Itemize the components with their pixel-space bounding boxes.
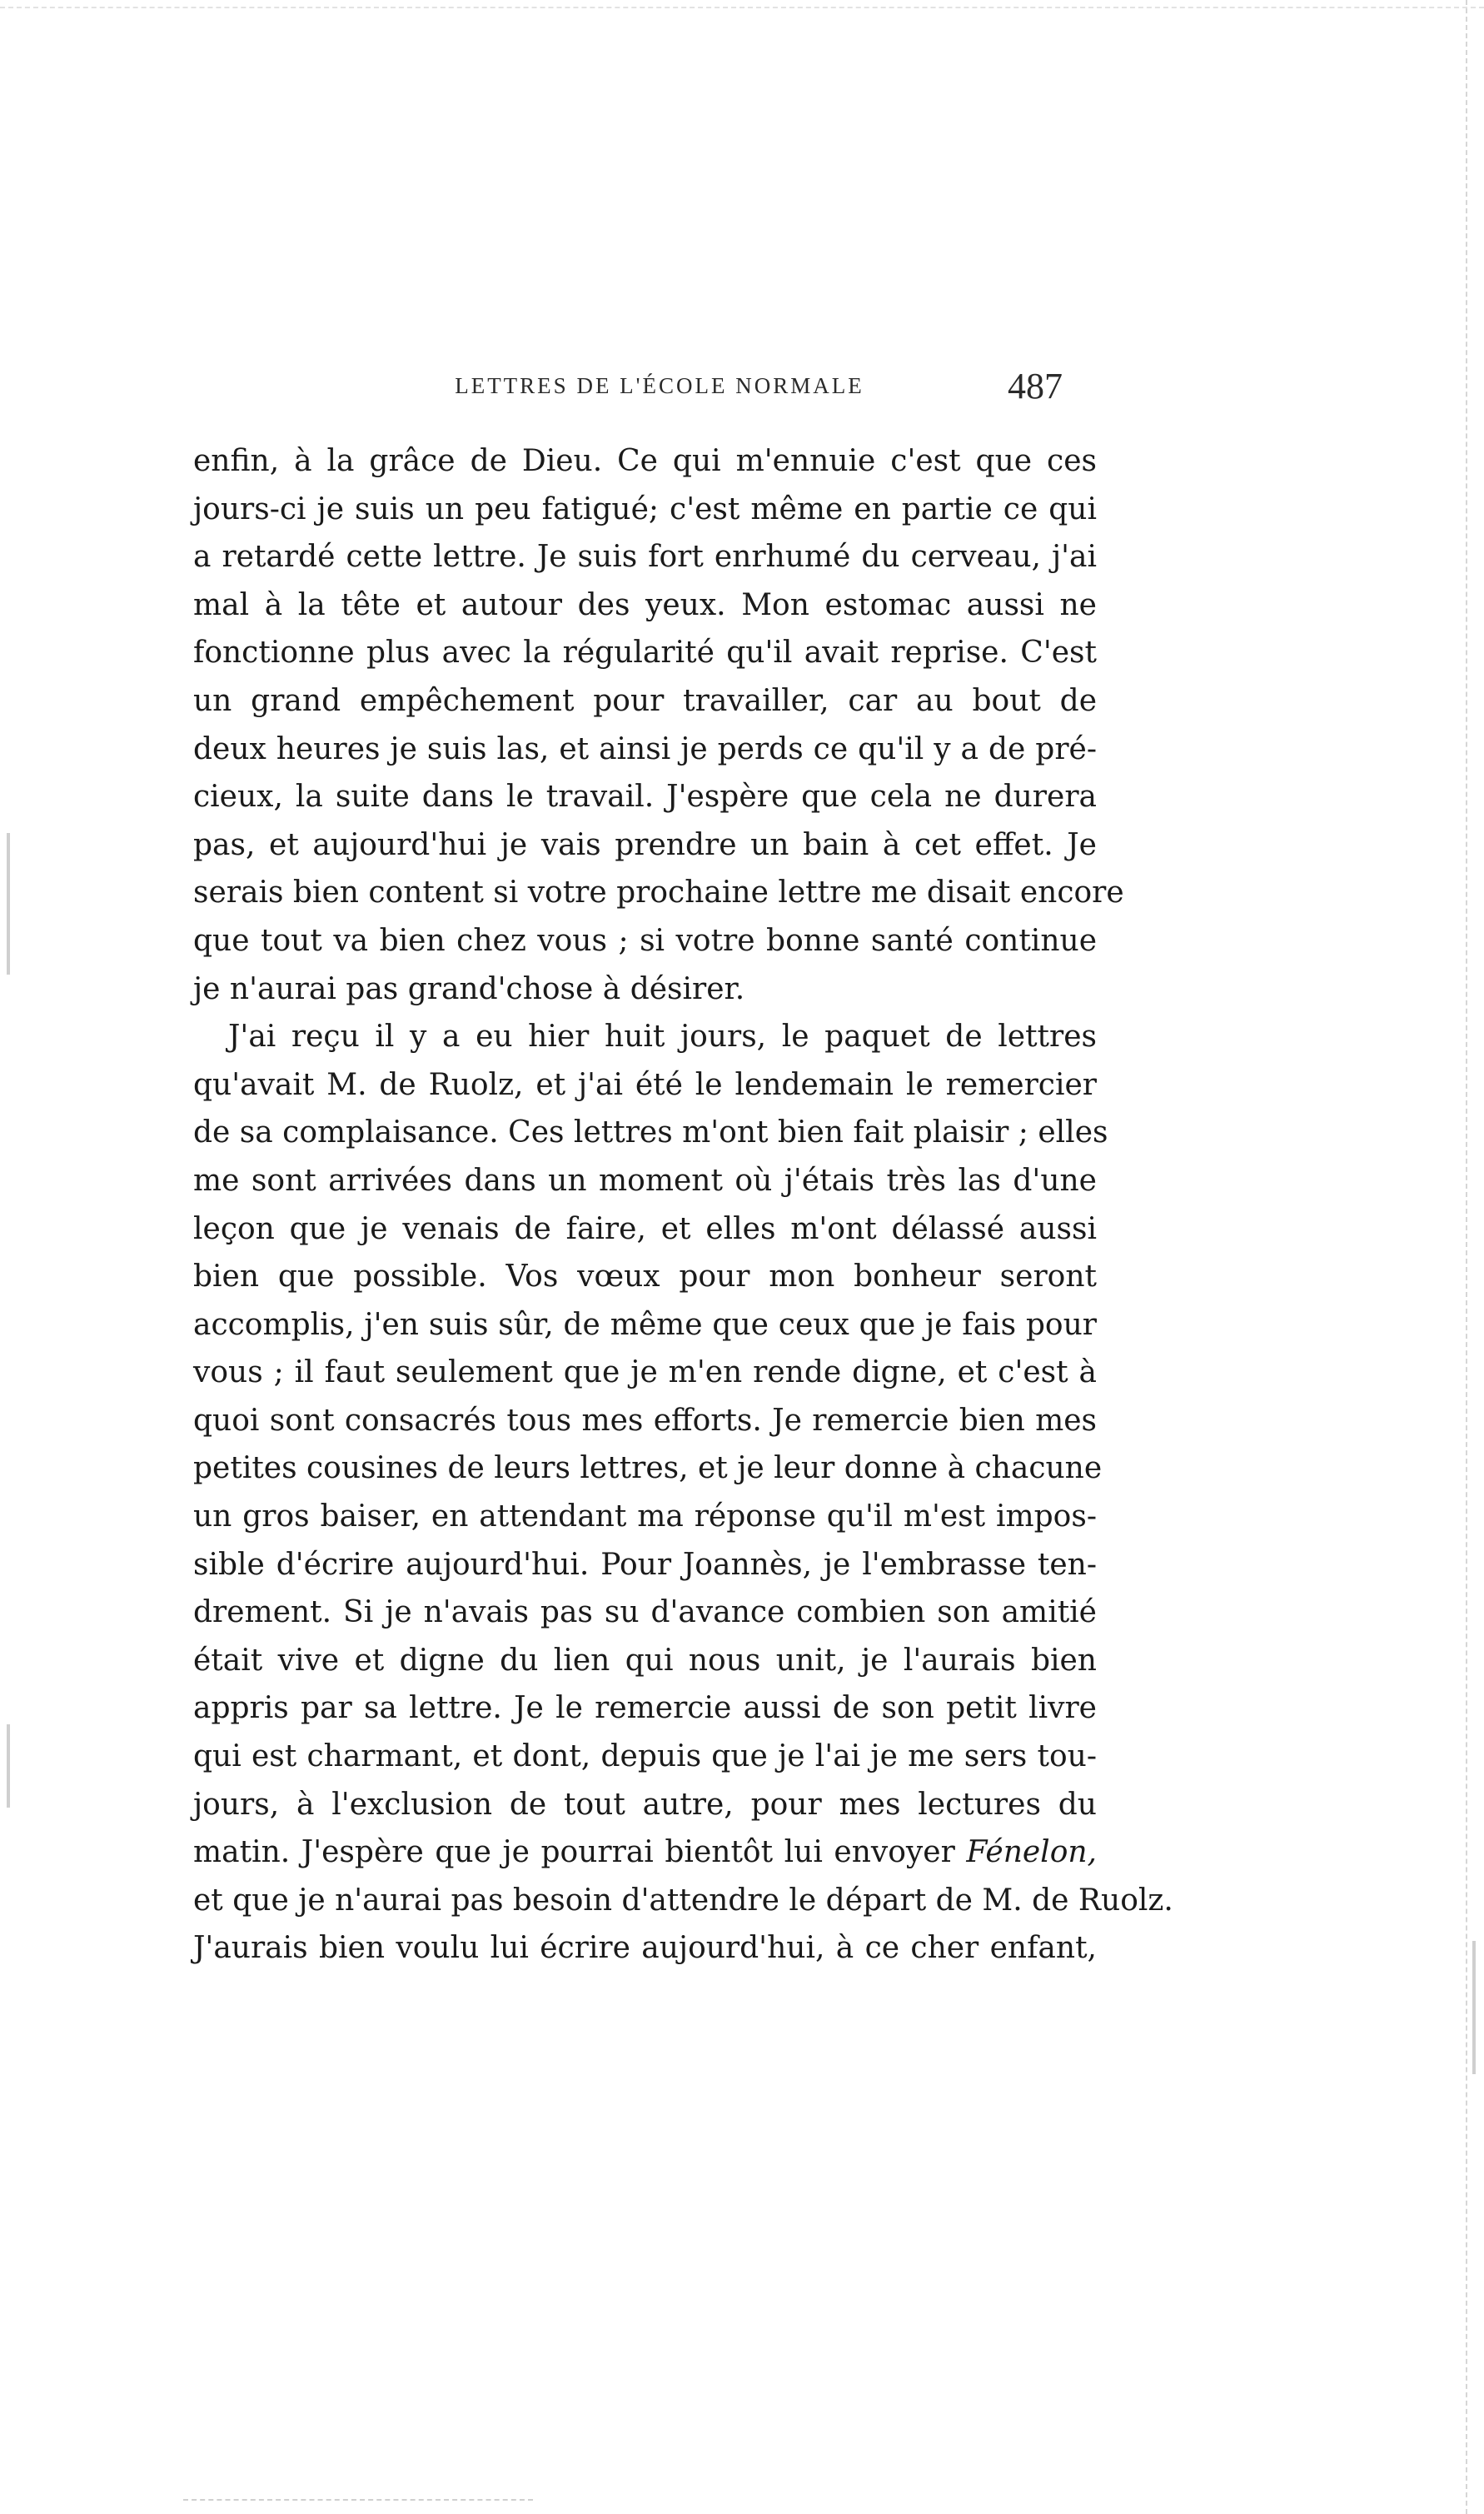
text-line: pas, et aujourd'hui je vais prendre un bain à cet effet. Je bbox=[193, 827, 1097, 862]
text-segment: matin. J'espère que je pourrai bientôt lui envoyer bbox=[193, 1835, 955, 1870]
text-line: vous ; il faut seulement que je m'en rende digne, et c'est à bbox=[193, 1355, 1097, 1390]
book-title-fenelon: Fénelon, bbox=[966, 1835, 1097, 1870]
text-line-with-title bbox=[193, 1828, 1097, 1877]
text-line: serais bien content si votre prochaine lettre me disait encore bbox=[193, 875, 1124, 910]
text-line: accomplis, j'en suis sûr, de même que ceux que je fais pour bbox=[193, 1307, 1097, 1342]
scan-right-edge bbox=[1466, 0, 1467, 2514]
text-line: leçon que je venais de faire, et elles m'ont délassé aussi bbox=[193, 1211, 1097, 1246]
scan-left-margin-mark bbox=[7, 833, 10, 975]
text-line: mal à la tête et autour des yeux. Mon estomac aussi ne bbox=[193, 587, 1097, 622]
scan-bottom-edge bbox=[183, 2499, 533, 2501]
paragraph-end-line: je n'aurai pas grand'chose à désirer. bbox=[193, 971, 745, 1006]
text-line: J'aurais bien voulu lui écrire aujourd'hui, à ce cher enfant, bbox=[193, 1931, 1097, 1966]
running-title: LETTRES DE L'ÉCOLE NORMALE bbox=[455, 373, 864, 398]
text-line: appris par sa lettre. Je le remercie aussi de son petit livre bbox=[193, 1691, 1097, 1726]
text-line: deux heures je suis las, et ainsi je perds ce qu'il y a de pré- bbox=[193, 731, 1097, 766]
text-line: sible d'écrire aujourd'hui. Pour Joannès, je l'embrasse ten- bbox=[193, 1547, 1097, 1582]
text-line: qui est charmant, et dont, depuis que je l'ai je me sers tou- bbox=[193, 1739, 1097, 1774]
body-text bbox=[193, 437, 1173, 1973]
text-line: un gros baiser, en attendant ma réponse qu'il m'est impos- bbox=[193, 1499, 1097, 1534]
text-line: cieux, la suite dans le travail. J'espère que cela ne durera bbox=[193, 780, 1097, 815]
text-line: bien que possible. Vos vœux pour mon bonheur seront bbox=[193, 1259, 1097, 1294]
text-line: un grand empêchement pour travailler, car au bout de bbox=[193, 683, 1097, 718]
text-line: de sa complaisance. Ces lettres m'ont bien fait plaisir ; elles bbox=[193, 1115, 1108, 1150]
text-line: enfin, à la grâce de Dieu. Ce qui m'ennuie c'est que ces bbox=[193, 444, 1097, 478]
text-line: que tout va bien chez vous ; si votre bonne santé continue bbox=[193, 923, 1097, 958]
text-line: petites cousines de leurs lettres, et je leur donne à chacune bbox=[193, 1451, 1103, 1486]
text-line: drement. Si je n'avais pas su d'avance combien son amitié bbox=[193, 1595, 1097, 1630]
text-line: fonctionne plus avec la régularité qu'il avait reprise. C'est bbox=[193, 636, 1097, 671]
text-line: et que je n'aurai pas besoin d'attendre le départ de M. de Ruolz. bbox=[193, 1883, 1173, 1918]
text-line: a retardé cette lettre. Je suis fort enrhumé du cerveau, j'ai bbox=[193, 540, 1097, 575]
text-line: qu'avait M. de Ruolz, et j'ai été le lendemain le remercier bbox=[193, 1067, 1097, 1102]
scan-top-edge bbox=[0, 7, 1484, 8]
text-line: me sont arrivées dans un moment où j'étais très las d'une bbox=[193, 1163, 1097, 1198]
page-number: 487 bbox=[1008, 366, 1063, 407]
paragraph-start-line: J'ai reçu il y a eu hier huit jours, le paquet de lettres bbox=[228, 1020, 1097, 1055]
scan-left-margin-mark bbox=[7, 1724, 10, 1808]
text-line: jours-ci je suis un peu fatigué; c'est même en partie ce qui bbox=[193, 491, 1097, 526]
text-line: était vive et digne du lien qui nous unit, je l'aurais bien bbox=[193, 1643, 1097, 1678]
scan-right-margin-mark bbox=[1472, 1941, 1476, 2074]
text-line: quoi sont consacrés tous mes efforts. Je remercie bien mes bbox=[193, 1403, 1097, 1438]
text-line: jours, à l'exclusion de tout autre, pour mes lectures du bbox=[193, 1787, 1097, 1822]
